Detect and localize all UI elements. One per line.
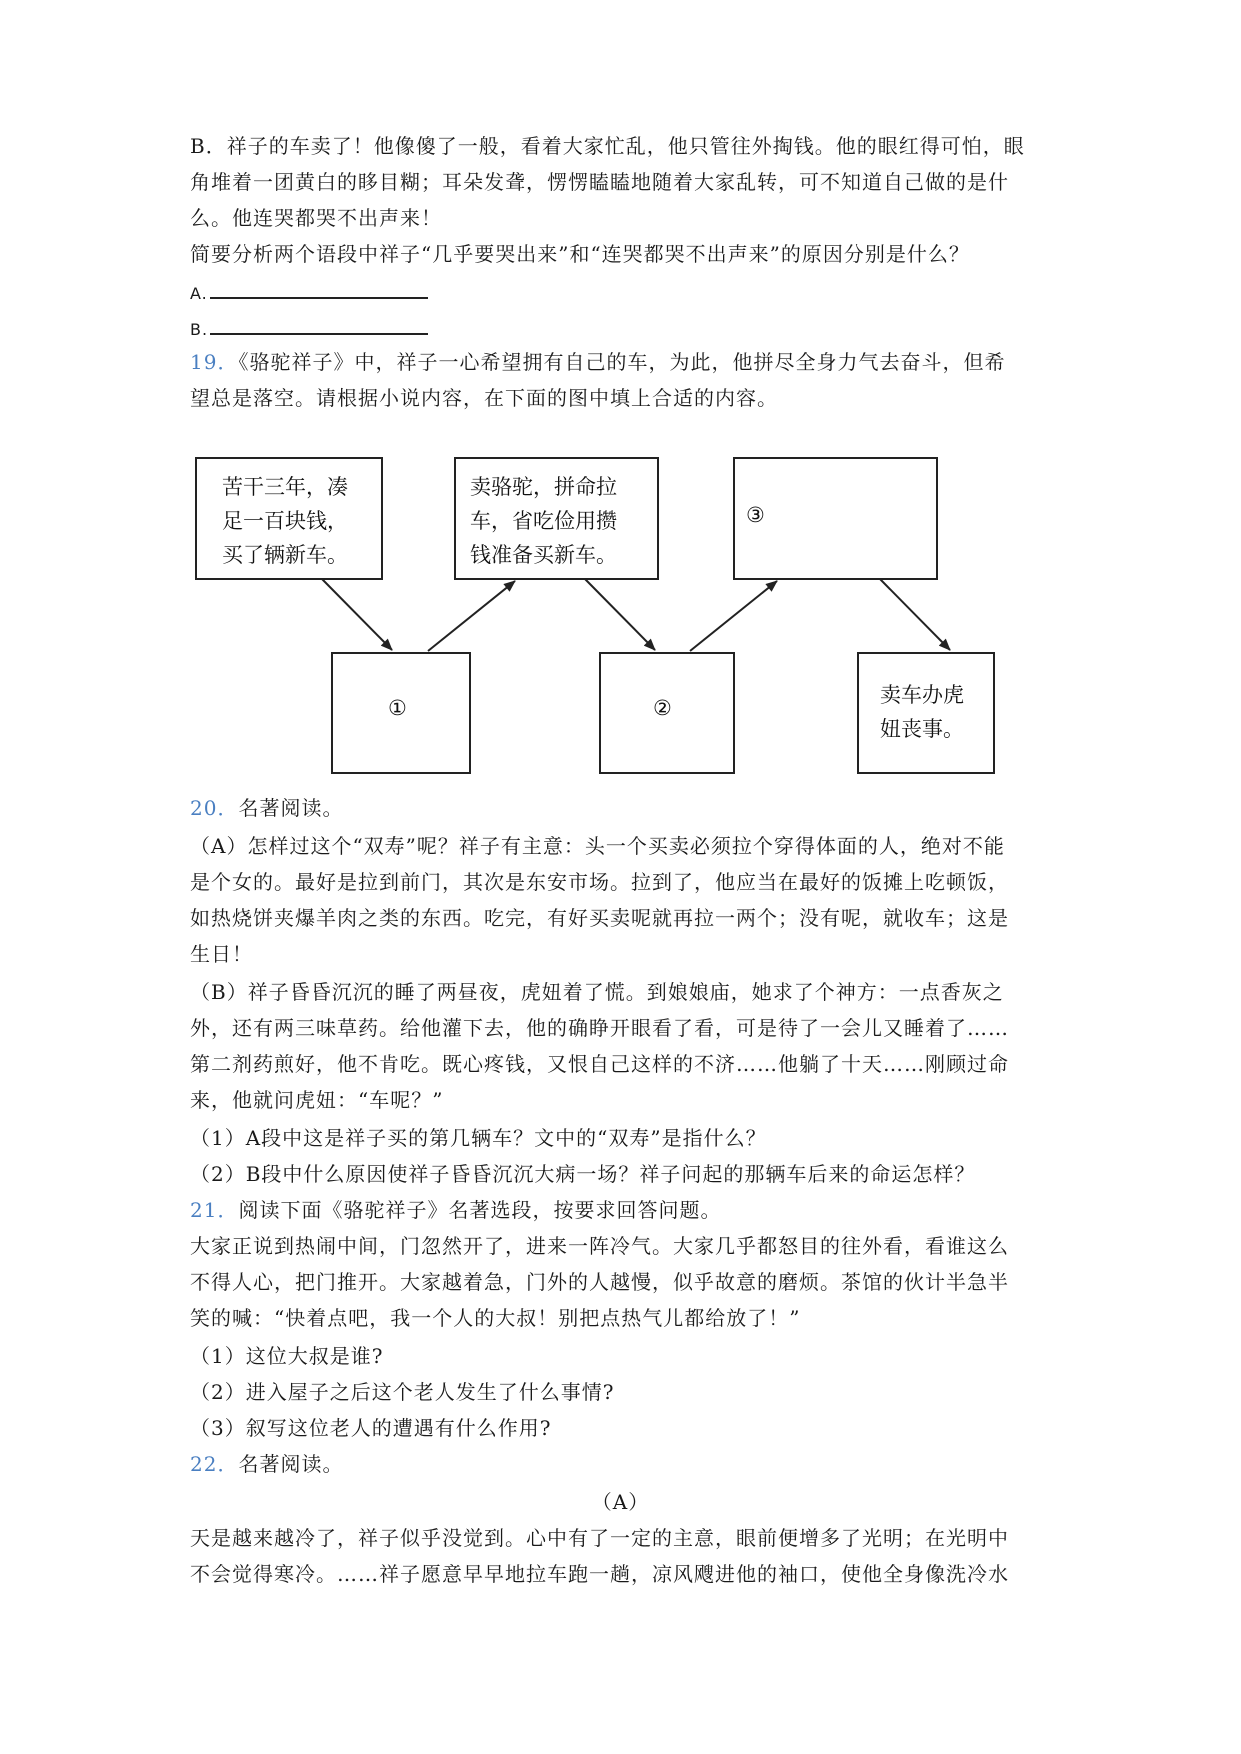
- box-5-label: ②: [653, 696, 672, 720]
- box-1-line-1: 苦干三年，凑: [222, 475, 348, 499]
- q22-heading: [190, 1452, 343, 1476]
- arrow-1: [322, 579, 392, 650]
- answer-a-label: A.: [190, 284, 208, 303]
- arrow-3: [585, 579, 655, 650]
- q20-b-line-4: 来，他就问虎妞：“车呢？”: [190, 1088, 444, 1112]
- q21-title: 阅读下面《骆驼祥子》名著选段，按要求回答问题。: [238, 1198, 722, 1222]
- q20-b-line-2: 外，还有两三味草药。给他灌下去，他的确睁开眼看了看，可是待了一会儿又睡着了……: [190, 1016, 1009, 1040]
- q21-question-3: （3）叙写这位老人的遭遇有什么作用?: [190, 1416, 552, 1440]
- box-3-label: ③: [746, 503, 765, 527]
- q22-title: 名著阅读。: [238, 1452, 344, 1476]
- q19-text-1: 《骆驼祥子》中，祥子一心希望拥有自己的车，为此，他拼尽全身力气去奋斗，但希: [238, 350, 1006, 374]
- q22-line-2: 不会觉得寒冷。……祥子愿意早早地拉车跑一趟，凉风飕进他的袖口，使他全身像洗冷水: [190, 1562, 1009, 1586]
- q21-question-1: （1）这位大叔是谁?: [190, 1344, 384, 1368]
- q21-line-2: 不得人心，把门推开。大家越着急，门外的人越慢，似乎故意的磨烦。茶馆的伙计半急半: [190, 1270, 1009, 1294]
- box-6-line-1: 卖车办虎: [880, 683, 964, 707]
- q20-question-2: （2）B段中什么原因使祥子昏昏沉沉大病一场？祥子问起的那辆车后来的命运怎样？: [190, 1162, 976, 1186]
- q20-heading: [190, 796, 343, 820]
- q20-a-line-2: 是个女的。最好是拉到前门，其次是东安市场。拉到了，他应当在最好的饭摊上吃顿饭，: [190, 870, 1009, 894]
- arrow-2: [428, 581, 515, 651]
- box-2-line-2: 车，省吃俭用攒: [470, 509, 617, 533]
- q18-b-line-2: 角堆着一团黄白的眵目糊；耳朵发聋，愣愣瞌瞌地随着大家乱转，可不知道自己做的是什: [190, 170, 1009, 194]
- q21-line-1: 大家正说到热闹中间，门忽然开了，进来一阵冷气。大家几乎都怒目的往外看，看谁这么: [190, 1234, 1009, 1258]
- q20-question-1: （1）A段中这是祥子买的第几辆车？文中的“双寿”是指什么？: [190, 1126, 767, 1150]
- q19-line-2: 望总是落空。请根据小说内容，在下面的图中填上合适的内容。: [190, 386, 778, 410]
- box-2-line-3: 钱准备买新车。: [470, 543, 617, 567]
- q20-a-line-3: 如热烧饼夹爆羊肉之类的东西。吃完，有好买卖呢就再拉一两个；没有呢，就收车；这是: [190, 906, 1009, 930]
- q21-line-3: 笑的喊：“快着点吧，我一个人的大叔！别把点热气儿都给放了！”: [190, 1306, 801, 1330]
- arrow-4: [690, 581, 777, 651]
- q20-b-line-1: （B）祥子昏昏沉沉的睡了两昼夜，虎妞着了慌。到娘娘庙，她求了个神方：一点香灰之: [190, 980, 1004, 1004]
- q22-section-label: （A）: [591, 1490, 650, 1514]
- question-number: 21．: [190, 1198, 239, 1222]
- answer-b-label: B.: [190, 320, 209, 339]
- q20-a-line-4: 生日！: [190, 942, 253, 966]
- box-1-line-3: 买了辆新车。: [222, 543, 348, 567]
- box-2-line-1: 卖骆驼，拼命拉: [470, 475, 617, 499]
- question-number: 22．: [190, 1452, 239, 1476]
- box-1-line-2: 足一百块钱，: [222, 509, 348, 533]
- q21-question-2: （2）进入屋子之后这个老人发生了什么事情?: [190, 1380, 615, 1404]
- question-number: 20．: [190, 796, 239, 820]
- box-6: [858, 653, 994, 773]
- q20-b-line-3: 第二剂药煎好，他不肯吃。既心疼钱，又恨自己这样的不济……他躺了十天……刚顾过命: [190, 1052, 1009, 1076]
- arrow-5: [880, 579, 950, 650]
- box-4-label: ①: [388, 696, 407, 720]
- q22-line-1: 天是越来越冷了，祥子似乎没觉到。心中有了一定的主意，眼前便增多了光明；在光明中: [190, 1526, 1009, 1550]
- q18-b-line-3: 么。他连哭都哭不出声来！: [190, 206, 442, 230]
- box-6-line-2: 妞丧事。: [880, 717, 964, 741]
- question-number: 19．: [190, 350, 239, 374]
- q18-question: 简要分析两个语段中祥子“几乎要哭出来”和“连哭都哭不出声来”的原因分别是什么？: [190, 242, 970, 266]
- q20-a-line-1: （A）怎样过这个“双寿”呢？祥子有主意：头一个买卖必须拉个穿得体面的人，绝对不能: [190, 834, 1005, 858]
- q20-title: 名著阅读。: [238, 796, 344, 820]
- q21-heading: [190, 1198, 721, 1222]
- q18-b-line-1: B．祥子的车卖了！他像傻了一般，看着大家忙乱，他只管往外掏钱。他的眼红得可怕，眼: [190, 134, 1025, 158]
